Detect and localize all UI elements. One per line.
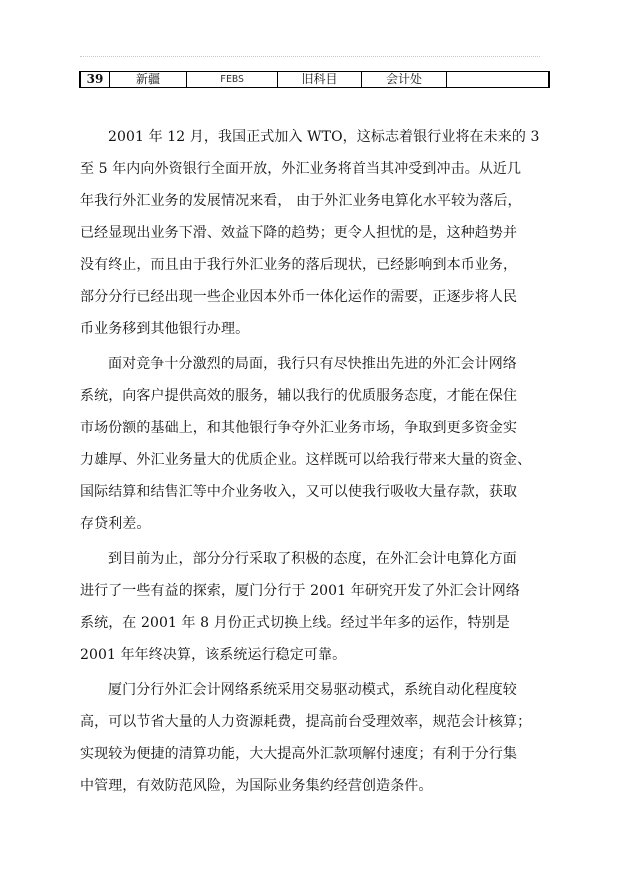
paragraph-competition (80, 348, 550, 540)
text-line: 实现较为便捷的清算功能，大大提高外汇款项解付速度；有利于分行集 (80, 746, 518, 762)
table-row (80, 72, 549, 88)
text-line: 币业务移到其他银行办理。 (80, 321, 250, 337)
document-body (80, 121, 550, 805)
text-line: 高，可以节省大量的人力资源耗费，提高前台受理效率，规范会计核算； (80, 714, 532, 730)
text-line: 部分分行已经出现一些企业因本外币一体化运作的需要，正逐步将人民 (80, 289, 518, 305)
text-line: 国际结算和结售汇等中介业务收入，又可以使我行吸收大量存款，获取 (80, 484, 518, 500)
text-line: 到目前为止，部分分行采取了积极的态度，在外汇会计电算化方面 (108, 551, 517, 567)
row-number-cell: 39 (80, 72, 110, 88)
text-line: 系统，向客户提供高效的服务，辅以我行的优质服务态度，才能在保住 (80, 388, 518, 404)
text-line: 市场份额的基础上，和其他银行争夺外汇业务市场，争取到更多资金实 (80, 420, 518, 436)
text-line: 2001 年年终决算，该系统运行稳定可靠。 (80, 647, 347, 663)
table-fragment (79, 71, 550, 88)
text-line: 系统，在 2001 年 8 月份正式切换上线。经过半年多的运作，特别是 (80, 615, 510, 631)
text-line: 年我行外汇业务的发展情况来看， 由于外汇业务电算化水平较为落后， (80, 193, 522, 209)
subject-cell: 旧科目 (278, 72, 362, 88)
header-rule (80, 56, 540, 57)
text-line: 没有终止，而且由于我行外汇业务的落后现状，已经影响到本币业务， (80, 257, 518, 273)
text-line: 已经显现出业务下滑、效益下降的趋势；更令人担忧的是，这种趋势并 (80, 225, 518, 241)
paragraph-system-features (80, 674, 550, 802)
text-line: 至 5 年内向外资银行全面开放，外汇业务将首当其冲受到冲击。从近几 (80, 161, 522, 177)
system-cell: FEBS (187, 72, 278, 88)
text-line: 面对竞争十分激烈的局面，我行只有尽快推出先进的外汇会计网络 (108, 356, 517, 372)
department-cell: 会计处 (362, 72, 447, 88)
text-line: 力雄厚、外汇业务量大的优质企业。这样既可以给我行带来大量的资金、 (80, 452, 532, 468)
empty-cell (447, 72, 550, 88)
paragraph-wto (80, 121, 550, 345)
text-line: 2001 年 12 月，我国正式加入 WTO，这标志着银行业将在未来的 3 (108, 129, 540, 145)
text-line: 厦门分行外汇会计网络系统采用交易驱动模式，系统自动化程度较 (108, 682, 517, 698)
text-line: 进行了一些有益的探索，厦门分行于 2001 年研究开发了外汇会计网络 (80, 583, 520, 599)
paragraph-xiamen-progress (80, 543, 550, 671)
region-cell: 新疆 (110, 72, 187, 88)
text-line: 中管理，有效防范风险，为国际业务集约经营创造条件。 (80, 778, 433, 794)
text-line: 存贷利差。 (80, 516, 151, 532)
